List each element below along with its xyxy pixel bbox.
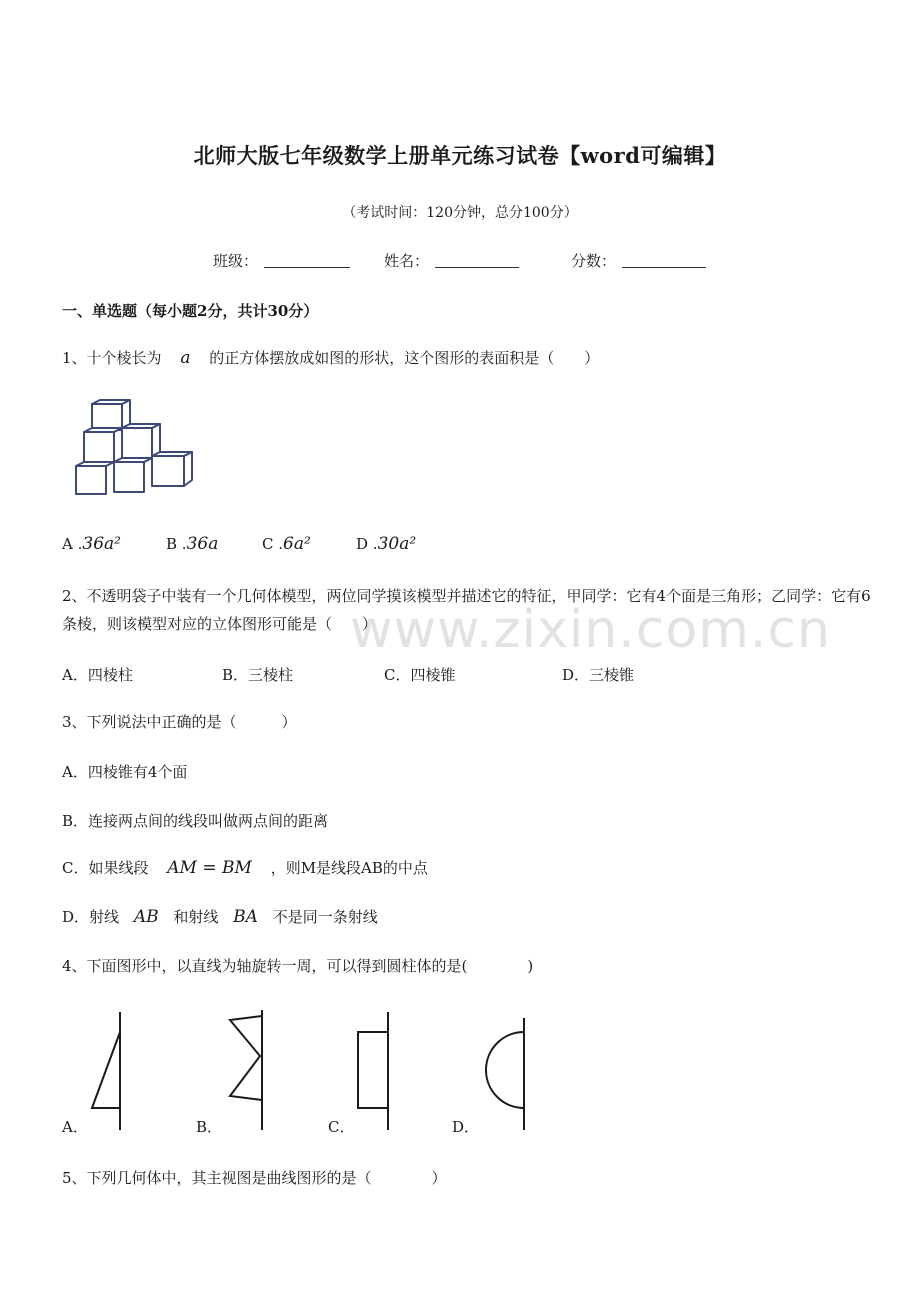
q3-d-math2: BA (233, 907, 258, 927)
question-2: 2、不透明袋子中装有一个几何体模型，两位同学摸该模型并描述它的特征，甲同学：它有4个面是三角形；乙同学：它有6条棱，则该模型对应的立体图形可能是（ ） (62, 587, 871, 633)
q3-d-mid: 和射线 (173, 908, 219, 926)
question-1 (62, 346, 599, 370)
page-title: 北师大版七年级数学上册单元练习试卷【word可编辑】 (193, 143, 727, 168)
watermark: www.zixin.com.cn (350, 600, 831, 660)
q4-option-a[interactable]: A． (62, 1118, 88, 1136)
q1-option-d-letter: D . (356, 535, 378, 553)
q1-prefix: 1、十个棱长为 (62, 349, 162, 367)
q1-option-a-value: 36a² (82, 534, 121, 554)
q2-option-d[interactable]: D．三棱锥 (562, 666, 635, 684)
q4-option-b[interactable]: B． (196, 1118, 223, 1136)
q1-option-b-value: 36a (186, 534, 219, 554)
q1-var: a (180, 348, 191, 368)
q1-option-a[interactable] (62, 534, 121, 554)
q3-c-math: AM = BM (167, 858, 252, 878)
question-3: 3、下列说法中正确的是（ ） (62, 713, 297, 731)
name-label: 姓名： (384, 252, 430, 270)
q1-option-c[interactable] (262, 534, 311, 554)
q1-cube-stack-figure (70, 398, 200, 500)
q4-figure-d (480, 1016, 530, 1132)
score-label: 分数： (571, 252, 617, 270)
q1-option-b-letter: B . (166, 535, 187, 553)
section-heading: 一、单选题（每小题2分，共计30分） (62, 302, 319, 320)
q4-option-c[interactable]: C． (328, 1118, 355, 1136)
name-field (384, 250, 429, 271)
q1-option-c-letter: C . (262, 535, 284, 553)
q3-option-d[interactable] (62, 906, 378, 927)
exam-info: （考试时间：120分钟，总分100分） (342, 205, 578, 221)
q1-option-b[interactable] (166, 534, 218, 554)
q2-option-b[interactable]: B．三棱柱 (222, 666, 294, 684)
class-field (213, 250, 258, 271)
q4-figure-a (86, 1010, 126, 1132)
q3-d-suffix: 不是同一条射线 (272, 908, 378, 926)
q1-option-c-value: 6a² (283, 534, 311, 554)
q4-figure-c (354, 1010, 396, 1132)
score-field (571, 250, 616, 271)
q1-option-d[interactable] (356, 534, 416, 554)
q1-option-a-letter: A . (62, 535, 83, 553)
class-label: 班级： (213, 252, 259, 270)
q4-option-d[interactable]: D． (452, 1118, 480, 1136)
question-4: 4、下面图形中，以直线为轴旋转一周，可以得到圆柱体的是( ) (62, 957, 534, 975)
q2-option-c[interactable]: C．四棱锥 (384, 666, 456, 684)
class-blank[interactable] (264, 267, 350, 268)
name-blank[interactable] (435, 267, 519, 268)
question-5: 5、下列几何体中，其主视图是曲线图形的是（ ） (62, 1169, 447, 1187)
q1-suffix: 的正方体摆放成如图的形状，这个图形的表面积是（ ） (209, 349, 600, 367)
q3-d-math1: AB (133, 907, 159, 927)
q3-option-a[interactable]: A．四棱锥有4个面 (62, 763, 188, 781)
q4-figure-b (226, 1008, 268, 1132)
score-blank[interactable] (622, 267, 706, 268)
q3-option-c[interactable] (62, 857, 428, 878)
q3-option-b[interactable]: B．连接两点间的线段叫做两点间的距离 (62, 812, 329, 830)
q1-option-d-value: 30a² (377, 534, 417, 554)
q2-option-a[interactable]: A．四棱柱 (62, 666, 133, 684)
q3-c-prefix: C．如果线段 (62, 859, 149, 877)
q3-d-prefix: D．射线 (62, 908, 120, 926)
q3-c-suffix: ，则M是线段AB的中点 (270, 859, 428, 877)
